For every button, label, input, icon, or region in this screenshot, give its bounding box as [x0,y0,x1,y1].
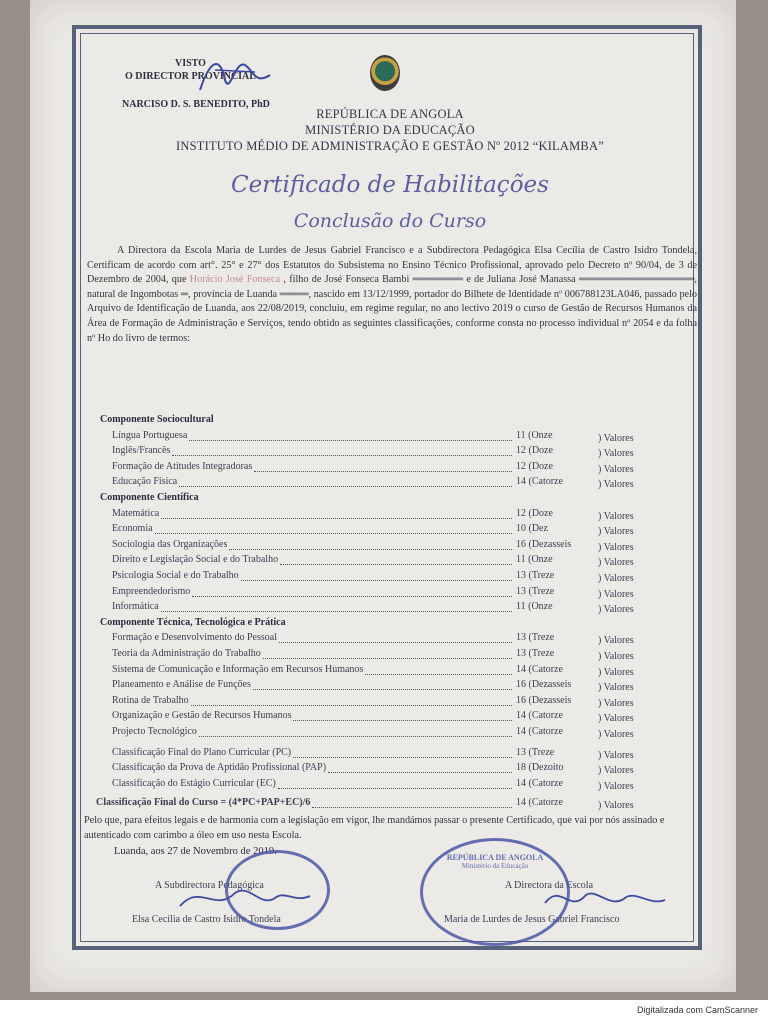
right-stamp [420,838,570,946]
subject-grade: 10 (Dez [516,523,548,535]
dot-leader [254,471,512,472]
dot-leader [328,772,512,773]
dot-leader [278,788,512,789]
header-institute: INSTITUTO MÉDIO DE ADMINISTRAÇÃO E GESTÃO Nº 2012 “KILAMBA” [176,139,604,153]
subject-name: Empreendedorismo [112,585,191,597]
dot-leader [155,533,512,534]
body-details: , filho de José Fonseca Bambi ═══════ e de Juliana José Manassa ════════════════, natural de Ingombotas ═, província de Luanda ════, nascido em 13/12/1999, portador do Bilhete de Identidade nº 006788123LA046, passado pelo Arquivo de Identificação de Luanda, aos 22/08/2019, concluiu, em regime regular, no ano lectivo 2019 o curso de Gestão de Recursos Humanos da Área de Formação de Administração e Serviços, tendo obtido as seguintes classificações, conforme consta no processo individual nº 2054 e da folha nº Ho do livro de termos: [87,274,697,344]
dot-leader [253,689,512,690]
right-signatory-role: A Directora da Escola [505,880,594,891]
visto-director-name: NARCISO D. S. BENEDITO, PhD [122,99,270,110]
dot-leader [229,549,512,550]
valores-label: ) Valores [598,651,634,662]
valores-label: ) Valores [598,682,634,694]
section-title: Componente Sociocultural [100,414,214,425]
subject-grade: 14 (Catorze [516,663,563,675]
left-signatory-name: Elsa Cecília de Castro Isidro Tondela [132,914,281,925]
valores-label: ) Valores [598,800,634,812]
subject-name: Economia [112,523,153,535]
left-signatory-role: A Subdirectora Pedagógica [155,880,264,891]
valores-label: ) Valores [598,604,634,616]
subject-grade: 13 (Treze [516,648,555,659]
valores-label: ) Valores [598,666,634,678]
section-title: Componente Científica [100,492,199,503]
valores-label: ) Valores [598,573,634,584]
subject-name: Língua Portuguesa [112,429,188,441]
subject-name: Organização e Gestão de Recursos Humanos [112,710,292,722]
dot-leader [293,757,512,758]
stamp-text-line1: REPÚBLICA DE ANGOLA [446,853,544,862]
subject-grade: 12 (Doze [516,460,553,472]
subject-grade: 11 (Onze [516,554,553,566]
dot-leader [179,486,512,487]
dot-leader [293,720,512,721]
dot-leader [192,596,512,597]
subject-grade: 16 (Dezasseis [516,538,572,550]
valores-label: ) Valores [598,526,634,538]
valores-label: ) Valores [598,588,634,600]
certificate-title: Certificado de Habilitações [231,172,549,198]
dot-leader [161,518,512,519]
valores-label: ) Valores [598,635,634,647]
subject-name: Direito e Legislação Social e do Trabalho [112,554,279,566]
valores-label: ) Valores [598,697,634,709]
subject-name: Formação de Atitudes Integradoras [112,460,253,472]
summary-name: Classificação Final do Plano Curricular (PC) [112,746,292,758]
subject-grade: 16 (Dezasseis [516,694,572,706]
closing-text: Pelo que, para efeitos legais e de harmonia com a legislação em vigor, lhe mandámos passar o presente Certificado, que vai por nós assinado e autenticado com carimbo a óleo em uso nesta Escola. [84,815,665,841]
valores-label: ) Valores [598,557,634,569]
summary-name: Classificação do Estágio Curricular (EC) [112,777,276,789]
subject-name: Educação Física [112,476,178,488]
student-name: Horácio José Fonseca [189,274,281,286]
stamp-text-line2: Ministério da Educação [461,862,529,870]
subject-name: Informática [112,601,159,613]
dot-leader [312,807,512,808]
dot-leader [172,455,512,456]
certificate-subtitle: Conclusão do Curso [293,210,487,232]
dot-leader [365,674,512,675]
header-republic: REPÚBLICA DE ANGOLA [316,107,464,121]
scanner-note: Digitalizada com CamScanner [636,1005,758,1015]
valores-label: ) Valores [598,432,634,444]
valores-label: ) Valores [598,541,634,553]
subject-grade: 18 (Dezoito [516,762,564,774]
subject-name: Inglês/Francês [112,445,171,457]
dot-leader [280,564,512,565]
subject-name: Matemática [112,507,160,519]
dot-leader [199,736,512,737]
header-ministry: MINISTÉRIO DA EDUCAÇÃO [305,123,475,137]
dot-leader [191,705,512,706]
subject-grade: 14 (Catorze [516,726,563,737]
valores-label: ) Valores [598,749,634,761]
certificate-body [87,244,697,346]
subject-name: Formação e Desenvolvimento do Pessoal [112,632,277,644]
subject-name: Psicologia Social e do Trabalho [112,570,239,581]
subject-grade: 14 (Catorze [516,710,563,722]
valores-label: ) Valores [598,729,634,740]
subject-name: Planeamento e Análise de Funções [112,679,251,691]
subject-grade: 12 (Doze [516,445,553,457]
visto-label: VISTO [175,58,206,69]
subject-grade: 11 (Onze [516,601,553,613]
subject-grade: 12 (Doze [516,507,553,519]
dot-leader [279,642,512,643]
angola-emblem [370,55,400,91]
valores-label: ) Valores [598,713,634,725]
subject-grade: 11 (Onze [516,429,553,441]
section-title: Componente Técnica, Tecnológica e Prática [100,616,286,628]
visto-director-title: O DIRECTOR PROVINCIAL [125,71,256,82]
dot-leader [263,658,512,659]
date-line: Luanda, aos 27 de Novembro de 2019. [114,846,277,857]
subject-grade: 13 (Treze [516,632,555,644]
subject-grade: 14 (Catorze [516,797,563,809]
subject-grade: 14 (Catorze [516,777,563,789]
dot-leader [189,440,512,441]
dot-leader [161,611,512,612]
left-stamp [225,850,330,930]
dot-leader [241,580,512,581]
valores-label: ) Valores [598,448,634,460]
body-intro: A Directora da Escola Maria de Lurdes de Jesus Gabriel Francisco e a Subdirectora Pedagógica Elsa Cecília de Castro Isidro Tondela, Certificam de acordo com art°. 25° e 27° dos Estatutos do Subsistema no Ensino Técnico Profissional, aprovado pelo Decreto nº 90/04, de 3 de Dezembro de 2004, que [87,245,697,286]
right-signatory-name: Maria de Lurdes de Jesus Gabriel Francisco [444,914,620,925]
valores-label: ) Valores [598,510,634,522]
subject-grade: 13 (Treze [516,570,555,581]
subject-name: Teoria da Administração do Trabalho [112,648,261,659]
subject-name: Sistema de Comunicação e Informação em Recursos Humanos [112,663,364,675]
final-classification-name: Classificação Final do Curso = (4*PC+PAP+EC)/6 [96,797,311,809]
summary-name: Classificação da Prova de Aptidão Profissional (PAP) [112,762,327,774]
subject-grade: 13 (Treze [516,746,555,758]
valores-label: ) Valores [598,780,634,792]
subject-grade: 16 (Dezasseis [516,679,572,691]
subject-name: Sociologia das Organizações [112,538,228,550]
subject-name: Rotina de Trabalho [112,694,189,706]
subject-grade: 13 (Treze [516,585,555,597]
director-signature [195,50,275,105]
valores-label: ) Valores [598,463,634,475]
subject-name: Projecto Tecnológico [112,726,197,737]
subject-grade: 14 (Catorze [516,476,563,488]
valores-label: ) Valores [598,479,634,491]
valores-label: ) Valores [598,765,634,777]
